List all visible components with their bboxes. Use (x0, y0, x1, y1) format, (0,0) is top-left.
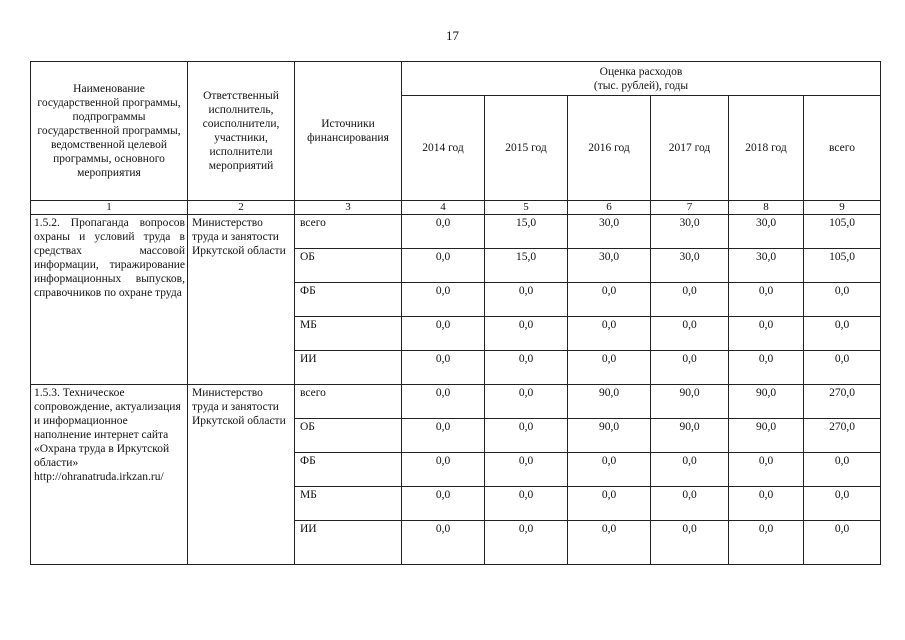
header-year-2015: 2015 год (485, 96, 568, 201)
funding-source: ОБ (295, 249, 402, 283)
table-row (31, 215, 881, 249)
value-cell: 30,0 (729, 249, 804, 283)
value-cell: 0,0 (568, 487, 651, 521)
funding-source: МБ (295, 317, 402, 351)
measure-name: 1.5.2. Пропаганда вопросов охраны и условий труда в средствах массовой информации, тиражирование информационных выпусков, справочников по охране труда (31, 215, 188, 385)
value-cell: 90,0 (729, 385, 804, 419)
measure-responsible: Министерство труда и занятости Иркутской области (188, 385, 295, 565)
value-cell: 270,0 (804, 385, 881, 419)
value-cell: 105,0 (804, 249, 881, 283)
value-cell: 0,0 (729, 521, 804, 565)
value-cell: 90,0 (651, 385, 729, 419)
funding-source: всего (295, 385, 402, 419)
value-cell: 0,0 (402, 215, 485, 249)
value-cell: 0,0 (568, 351, 651, 385)
column-number: 7 (651, 201, 729, 215)
value-cell: 0,0 (402, 487, 485, 521)
value-cell: 270,0 (804, 419, 881, 453)
column-number: 5 (485, 201, 568, 215)
header-program-name: Наименование государственной программы, подпрограммы государственной программы, ведомственной целевой программы, основного мероприятия (31, 62, 188, 201)
column-number: 4 (402, 201, 485, 215)
funding-source: МБ (295, 487, 402, 521)
column-numbers-row (31, 201, 881, 215)
value-cell: 0,0 (804, 521, 881, 565)
funding-source: всего (295, 215, 402, 249)
value-cell: 90,0 (568, 419, 651, 453)
funding-source: ИИ (295, 351, 402, 385)
value-cell: 90,0 (651, 419, 729, 453)
column-number: 1 (31, 201, 188, 215)
value-cell: 30,0 (568, 215, 651, 249)
value-cell: 30,0 (729, 215, 804, 249)
value-cell: 0,0 (804, 351, 881, 385)
value-cell: 30,0 (651, 215, 729, 249)
funding-source: ОБ (295, 419, 402, 453)
funding-source: ИИ (295, 521, 402, 565)
header-funding-sources: Источники финансирования (295, 62, 402, 201)
value-cell: 30,0 (568, 249, 651, 283)
value-cell: 0,0 (485, 453, 568, 487)
value-cell: 90,0 (568, 385, 651, 419)
value-cell: 0,0 (729, 317, 804, 351)
funding-source: ФБ (295, 453, 402, 487)
measure-responsible: Министерство труда и занятости Иркутской области (188, 215, 295, 385)
value-cell: 0,0 (651, 453, 729, 487)
funding-source: ФБ (295, 283, 402, 317)
value-cell: 0,0 (402, 283, 485, 317)
column-number: 6 (568, 201, 651, 215)
value-cell: 0,0 (651, 487, 729, 521)
value-cell: 0,0 (651, 283, 729, 317)
value-cell: 0,0 (485, 419, 568, 453)
value-cell: 0,0 (804, 317, 881, 351)
value-cell: 0,0 (804, 283, 881, 317)
value-cell: 0,0 (651, 317, 729, 351)
value-cell: 0,0 (729, 351, 804, 385)
header-year-2018: 2018 год (729, 96, 804, 201)
value-cell: 0,0 (402, 419, 485, 453)
column-number: 2 (188, 201, 295, 215)
value-cell: 0,0 (568, 453, 651, 487)
value-cell: 105,0 (804, 215, 881, 249)
value-cell: 0,0 (729, 487, 804, 521)
value-cell: 0,0 (568, 317, 651, 351)
value-cell: 0,0 (402, 453, 485, 487)
column-number: 9 (804, 201, 881, 215)
value-cell: 0,0 (485, 521, 568, 565)
value-cell: 0,0 (651, 351, 729, 385)
value-cell: 0,0 (485, 317, 568, 351)
header-year-2017: 2017 год (651, 96, 729, 201)
value-cell: 15,0 (485, 215, 568, 249)
value-cell: 0,0 (729, 283, 804, 317)
value-cell: 0,0 (402, 317, 485, 351)
value-cell: 0,0 (402, 351, 485, 385)
header-year-2016: 2016 год (568, 96, 651, 201)
header-total: всего (804, 96, 881, 201)
measure-name: 1.5.3. Техническое сопровождение, актуализация и информационное наполнение интернет сайта «Охрана труда в Иркутской области» http://ohranatruda.irkzan.ru/ (31, 385, 188, 565)
value-cell: 0,0 (402, 249, 485, 283)
value-cell: 0,0 (402, 521, 485, 565)
value-cell: 0,0 (402, 385, 485, 419)
header-year-2014: 2014 год (402, 96, 485, 201)
value-cell: 0,0 (804, 487, 881, 521)
value-cell: 0,0 (485, 385, 568, 419)
header-responsible: Ответственный исполнитель, соисполнители, участники, исполнители мероприятий (188, 62, 295, 201)
value-cell: 0,0 (485, 487, 568, 521)
value-cell: 0,0 (729, 453, 804, 487)
column-number: 3 (295, 201, 402, 215)
expenditure-table (30, 61, 881, 565)
value-cell: 0,0 (485, 351, 568, 385)
value-cell: 0,0 (568, 521, 651, 565)
value-cell: 0,0 (651, 521, 729, 565)
value-cell: 0,0 (804, 453, 881, 487)
value-cell: 90,0 (729, 419, 804, 453)
value-cell: 0,0 (485, 283, 568, 317)
value-cell: 15,0 (485, 249, 568, 283)
header-expense-estimate: Оценка расходов (тыс. рублей), годы (402, 62, 881, 96)
table-row (31, 385, 881, 419)
page-number: 17 (446, 28, 459, 43)
column-number: 8 (729, 201, 804, 215)
value-cell: 30,0 (651, 249, 729, 283)
value-cell: 0,0 (568, 283, 651, 317)
